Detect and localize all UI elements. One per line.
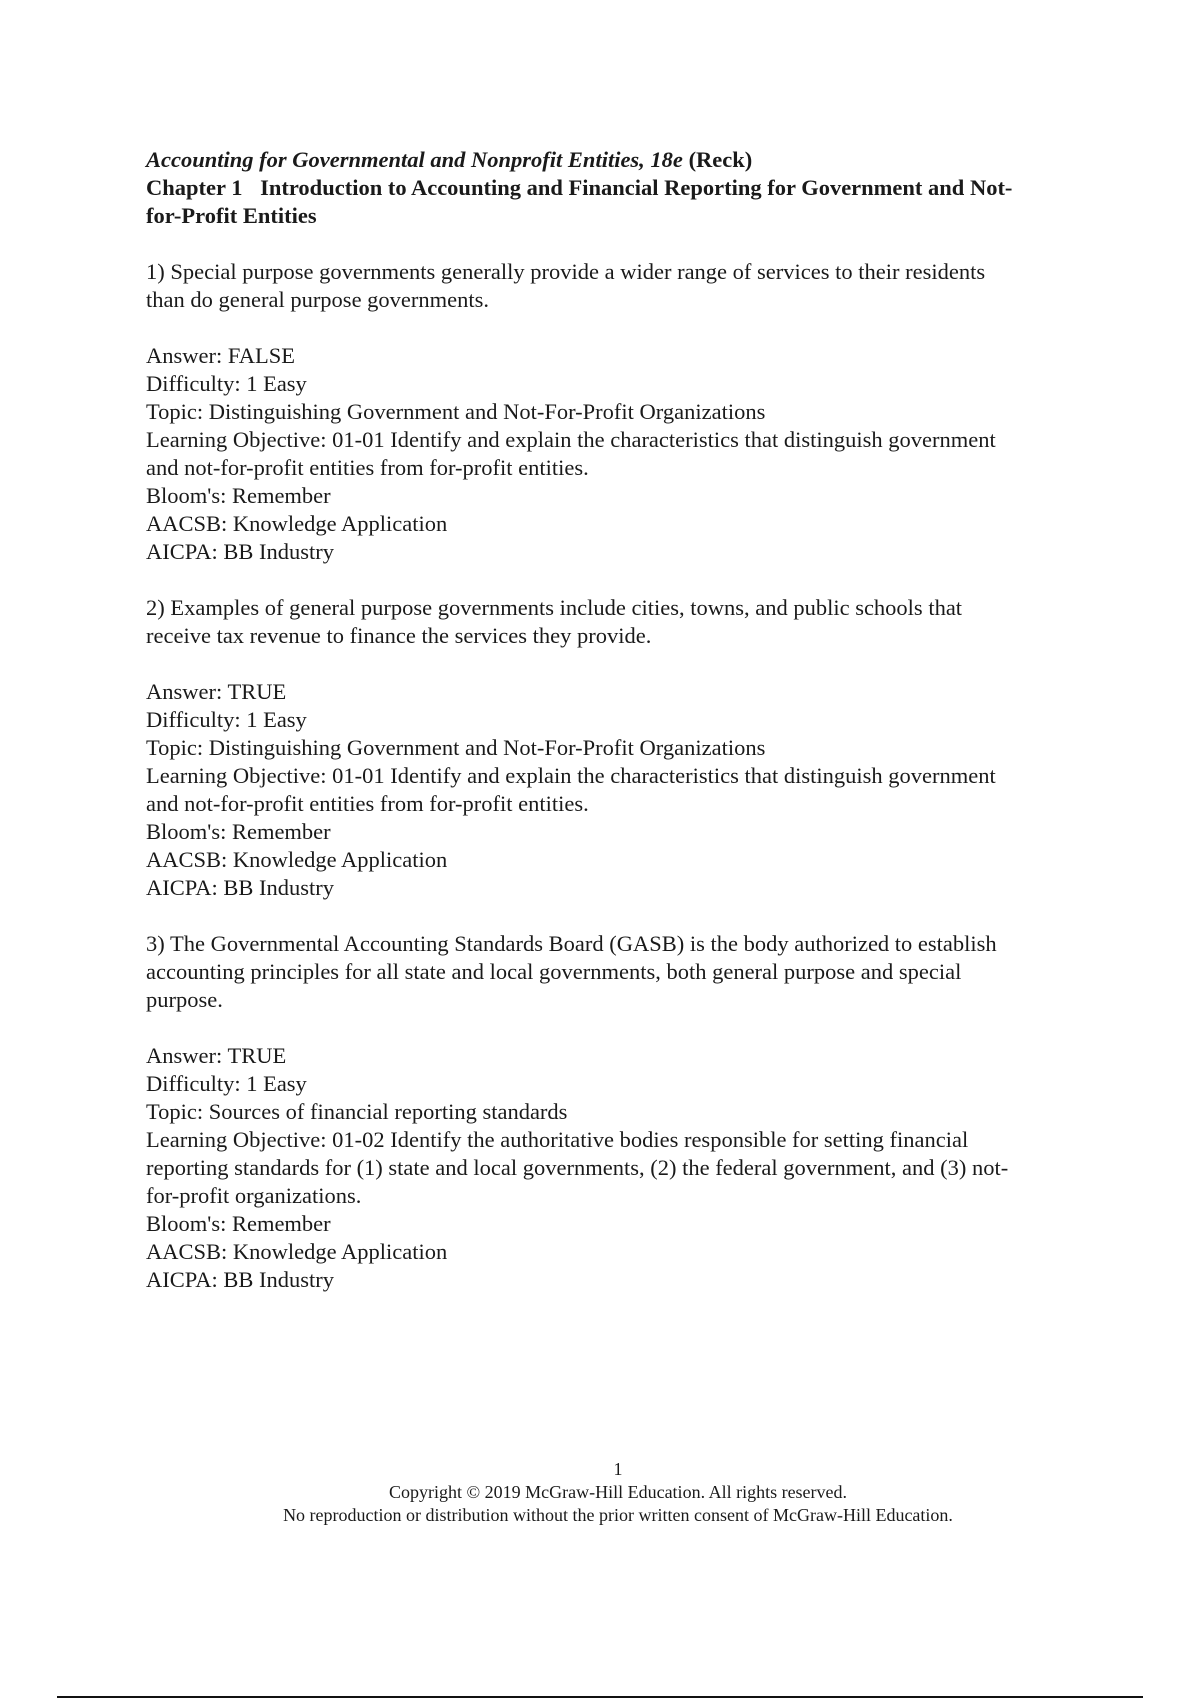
answer-line: Answer: TRUE xyxy=(146,679,287,704)
aacsb-line: AACSB: Knowledge Application xyxy=(146,511,448,536)
reproduction-notice: No reproduction or distribution without the prior written consent of McGraw-Hill Education. xyxy=(283,1505,953,1525)
question-block xyxy=(146,930,1086,1294)
chapter-title-line-2: for-Profit Entities xyxy=(146,203,317,228)
difficulty-line: Difficulty: 1 Easy xyxy=(146,371,307,396)
question-metadata xyxy=(146,678,1086,902)
blooms-line: Bloom's: Remember xyxy=(146,819,331,844)
aicpa-line: AICPA: BB Industry xyxy=(146,1267,334,1292)
book-author: (Reck) xyxy=(688,147,753,172)
aacsb-line: AACSB: Knowledge Application xyxy=(146,847,448,872)
topic-line: Topic: Distinguishing Government and Not-For-Profit Organizations xyxy=(146,735,766,760)
aacsb-line: AACSB: Knowledge Application xyxy=(146,1239,448,1264)
question-text-line: 2) Examples of general purpose governments include cities, towns, and public schools that xyxy=(146,595,963,620)
difficulty-line: Difficulty: 1 Easy xyxy=(146,707,307,732)
page-footer xyxy=(0,1458,1200,1527)
question-text-line: receive tax revenue to finance the services they provide. xyxy=(146,623,652,648)
topic-line: Topic: Sources of financial reporting standards xyxy=(146,1099,568,1124)
difficulty-line: Difficulty: 1 Easy xyxy=(146,1071,307,1096)
answer-line: Answer: TRUE xyxy=(146,1043,287,1068)
question-text-line: accounting principles for all state and local governments, both general purpose and special xyxy=(146,959,962,984)
answer-line: Answer: FALSE xyxy=(146,343,295,368)
chapter-label: Chapter 1 xyxy=(146,175,243,200)
aicpa-line: AICPA: BB Industry xyxy=(146,875,334,900)
learning-objective-line: and not-for-profit entities from for-profit entities. xyxy=(146,791,589,816)
learning-objective-line: Learning Objective: 01-01 Identify and explain the characteristics that distinguish government xyxy=(146,763,996,788)
chapter-title-line-1: Introduction to Accounting and Financial Reporting for Government and Not- xyxy=(260,175,1013,200)
book-title-line xyxy=(146,146,1086,174)
question-block xyxy=(146,594,1086,902)
question-block xyxy=(146,258,1086,566)
page-content xyxy=(146,146,1086,1294)
question-text-line: than do general purpose governments. xyxy=(146,287,490,312)
blooms-line: Bloom's: Remember xyxy=(146,483,331,508)
question-text-line: 3) The Governmental Accounting Standards Board (GASB) is the body authorized to establish xyxy=(146,931,997,956)
learning-objective-line: for-profit organizations. xyxy=(146,1183,362,1208)
learning-objective-line: reporting standards for (1) state and local governments, (2) the federal government, and (3) not- xyxy=(146,1155,1009,1180)
learning-objective-line: Learning Objective: 01-01 Identify and explain the characteristics that distinguish government xyxy=(146,427,996,452)
aicpa-line: AICPA: BB Industry xyxy=(146,539,334,564)
page-number: 1 xyxy=(613,1459,623,1479)
question-metadata xyxy=(146,342,1086,566)
bottom-divider xyxy=(57,1696,1143,1698)
question-metadata xyxy=(146,1042,1086,1294)
question-text-line: 1) Special purpose governments generally provide a wider range of services to their residents xyxy=(146,259,986,284)
blooms-line: Bloom's: Remember xyxy=(146,1211,331,1236)
question-text-line: purpose. xyxy=(146,987,223,1012)
learning-objective-line: Learning Objective: 01-02 Identify the authoritative bodies responsible for setting financial xyxy=(146,1127,969,1152)
book-title: Accounting for Governmental and Nonprofit Entities, 18e xyxy=(146,147,683,172)
learning-objective-line: and not-for-profit entities from for-profit entities. xyxy=(146,455,589,480)
topic-line: Topic: Distinguishing Government and Not-For-Profit Organizations xyxy=(146,399,766,424)
chapter-heading xyxy=(146,174,1086,202)
copyright-notice: Copyright © 2019 McGraw-Hill Education. All rights reserved. xyxy=(388,1482,848,1502)
